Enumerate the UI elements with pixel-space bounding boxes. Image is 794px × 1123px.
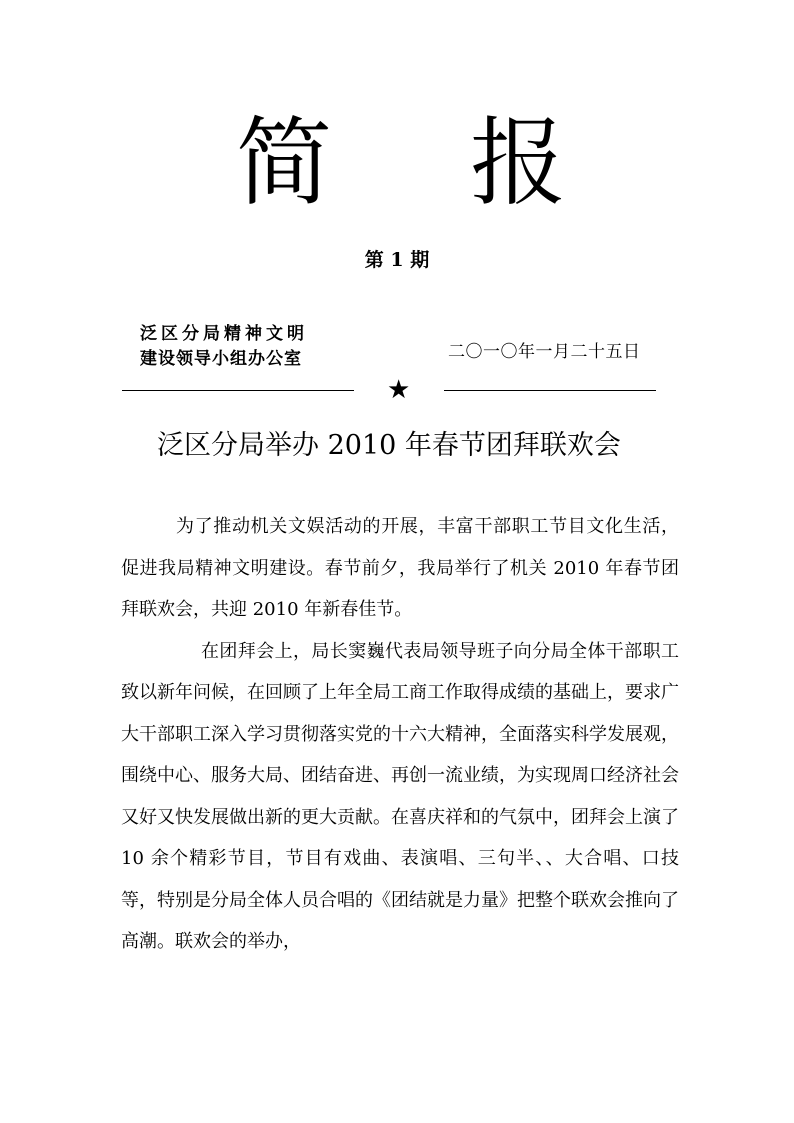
- divider-rule-right: [444, 390, 656, 391]
- issuing-office-line1: 泛区分局精神文明: [140, 324, 308, 344]
- issuing-office: [140, 322, 370, 372]
- masthead-char-jian: 简: [236, 107, 332, 219]
- issue-date: 二〇一〇年一月二十五日: [448, 342, 641, 362]
- article-headline-text: 泛区分局举办 2010 年春节团拜联欢会: [157, 430, 621, 461]
- article-paragraph: 在团拜会上，局长窦巍代表局领导班子向分局全体干部职工致以新年问候，在回顾了上年全局工商工作取得成绩的基础上，要求广大干部职工深入学习贯彻落实党的十六大精神，全面落实科学发展观，围绕中心、服务大局、团结奋进、再创一流业绩，为实现周口经济社会又好又快发展做出新的更大贡献。在喜庆祥和的气氛中，团拜会上演了 10 余个精彩节目，节目有戏曲、表演唱、三句半、、大合唱、口技等，特别是分局全体人员合唱的《团结就是力量》把整个联欢会推向了高潮。联欢会的举办，: [121, 640, 679, 952]
- article-body: [121, 506, 679, 963]
- article-headline: [0, 426, 794, 466]
- star-icon: ★: [387, 375, 411, 405]
- issuing-office-line2: 建设领导小组办公室: [140, 349, 302, 369]
- masthead-char-bao: 报: [470, 107, 566, 219]
- divider-rule-left: [122, 390, 354, 391]
- masthead-title: [0, 108, 794, 218]
- article-paragraph: 为了推动机关文娱活动的开展，丰富干部职工节目文化生活，促进我局精神文明建设。春节前夕，我局举行了机关 2010 年春节团拜联欢会，共迎 2010 年新春佳节。: [121, 516, 679, 620]
- issue-number: 第 1 期: [364, 249, 430, 271]
